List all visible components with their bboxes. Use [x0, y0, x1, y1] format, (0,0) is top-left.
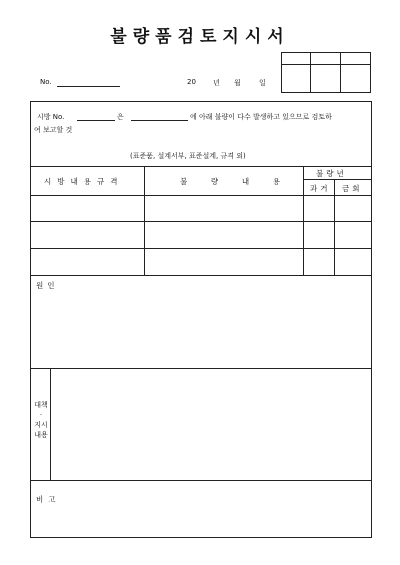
spec-no-field[interactable] [77, 120, 115, 121]
col-current-header: 금회 [342, 184, 363, 193]
table-row-line-1 [30, 221, 372, 222]
reference-note: (표준품, 설계서부, 표준설계, 규격 외) [130, 152, 246, 160]
page-title: 불량품검토지시서 [110, 27, 290, 47]
col-defect-char: 불 [180, 177, 188, 186]
measure-col-line [50, 368, 51, 480]
no-label: No. [40, 78, 52, 86]
year-prefix: 20 [187, 78, 196, 86]
instruction-line2: 여 보고할 것 [34, 126, 73, 134]
col-past-header: 과거 [310, 184, 331, 193]
approval-divider-v1 [310, 52, 311, 93]
col-defect-char: 용 [272, 177, 280, 186]
table-top-line [30, 166, 372, 167]
table-header-bottom [30, 195, 372, 196]
measure-label-line2: · [39, 411, 43, 419]
defect-year-divider [303, 179, 372, 180]
col-spec-header: 시방내용규격 [44, 177, 124, 186]
table-col-line-3 [334, 179, 335, 275]
table-col-line-2 [303, 166, 304, 275]
col-defect-header [180, 176, 280, 187]
col-defect-char: 내 [241, 177, 250, 186]
table-col-line-1 [144, 166, 145, 275]
measure-label-line3: 지시 [34, 421, 48, 429]
table-row-line-2 [30, 248, 372, 249]
target-field[interactable] [131, 120, 188, 121]
measure-label-line1: 대책 [34, 401, 48, 409]
measure-bottom-line [30, 480, 372, 481]
remarks-label: 비고 [36, 495, 61, 504]
approval-divider-v2 [340, 52, 341, 93]
instruction-spec-label: 시방 No. [37, 113, 65, 121]
measure-label-line4: 내용 [34, 431, 48, 439]
day-label: 일 [259, 79, 266, 87]
table-bottom-line [30, 275, 372, 276]
approval-divider-h [281, 64, 371, 65]
measure-label [32, 400, 50, 440]
instruction-particle: 은 [117, 113, 124, 121]
col-defect-year-header: 불량년 [316, 169, 347, 178]
cause-bottom-line [30, 368, 372, 369]
no-field[interactable] [57, 86, 120, 87]
month-label: 월 [234, 79, 241, 87]
col-defect-char: 량 [210, 177, 219, 186]
approval-box [281, 52, 371, 93]
instruction-line1: 에 아래 불량이 다수 발생하고 있으므로 검토하 [190, 113, 332, 121]
cause-label: 원인 [36, 281, 59, 290]
year-label: 년 [213, 79, 220, 87]
